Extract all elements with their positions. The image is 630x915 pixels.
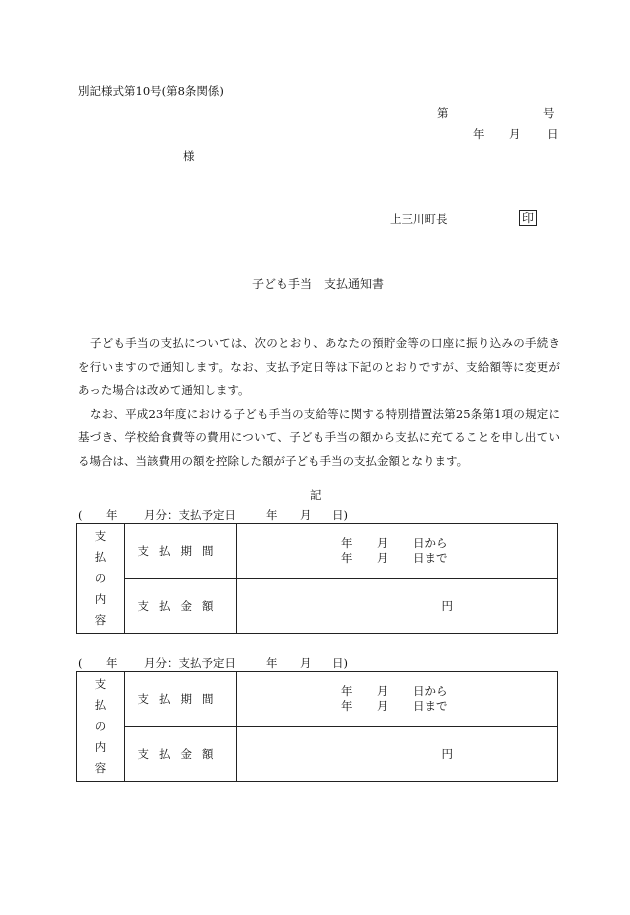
header-day2: 日) [332,656,348,670]
date-year: 年 [473,127,485,141]
header-month2: 月 [300,508,312,522]
ki-marker: 記 [310,488,322,502]
payment-table [76,671,558,782]
date-day: 日 [547,127,559,141]
period-label: 支払期間 [125,524,237,579]
header-year2: 年 [266,656,278,670]
number-prefix: 第 [437,106,449,120]
amount-value: 円 [237,727,558,782]
period-value: 年 月 日から 年 月 日まで [237,524,558,579]
date-month: 月 [509,127,521,141]
body-text [78,332,560,473]
amount-label: 支払金額 [125,727,237,782]
header-day2: 日) [332,508,348,522]
date-line [473,126,559,142]
header-month-part: 月分：支払予定日 [144,508,236,522]
header-open: ( [78,508,83,522]
issuer: 上三川町長 [390,212,448,226]
page-title: 子ども手当 支払通知書 [252,277,385,291]
period-value: 年 月 日から 年 月 日まで [237,672,558,727]
header-month-part: 月分：支払予定日 [144,656,236,670]
addressee-suffix: 様 [183,149,195,163]
side-label: 支 払 の 内 容 [77,524,125,634]
header-year: 年 [106,656,118,670]
period-label: 支払期間 [125,672,237,727]
side-label: 支 払 の 内 容 [77,672,125,782]
seal-mark: 印 [519,210,537,226]
paragraph-1: 子ども手当の支払については、次のとおり、あなたの預貯金等の口座に振り込みの手続きを行いますので通知します。なお、支払予定日等は下記のとおりですが、支給額等に変更があった場合は改めて通知します。 [78,336,560,397]
block-header [78,655,348,671]
payment-table [76,523,558,634]
header-open: ( [78,656,83,670]
paragraph-2: なお、平成23年度における子ども手当の支給等に関する特別措置法第25条第1項の規定に基づき、学校給食費等の費用について、子ども手当の額から支払に充てることを申し出ている場合は、当該費用の額を控除した額が子ども手当の支払金額となります。 [78,406,560,468]
header-year2: 年 [266,508,278,522]
number-suffix: 号 [543,106,555,120]
amount-label: 支払金額 [125,579,237,634]
header-year: 年 [106,508,118,522]
form-id: 別記様式第10号(第8条関係) [78,84,224,98]
amount-value: 円 [237,579,558,634]
header-month2: 月 [300,656,312,670]
block-header [78,507,348,523]
